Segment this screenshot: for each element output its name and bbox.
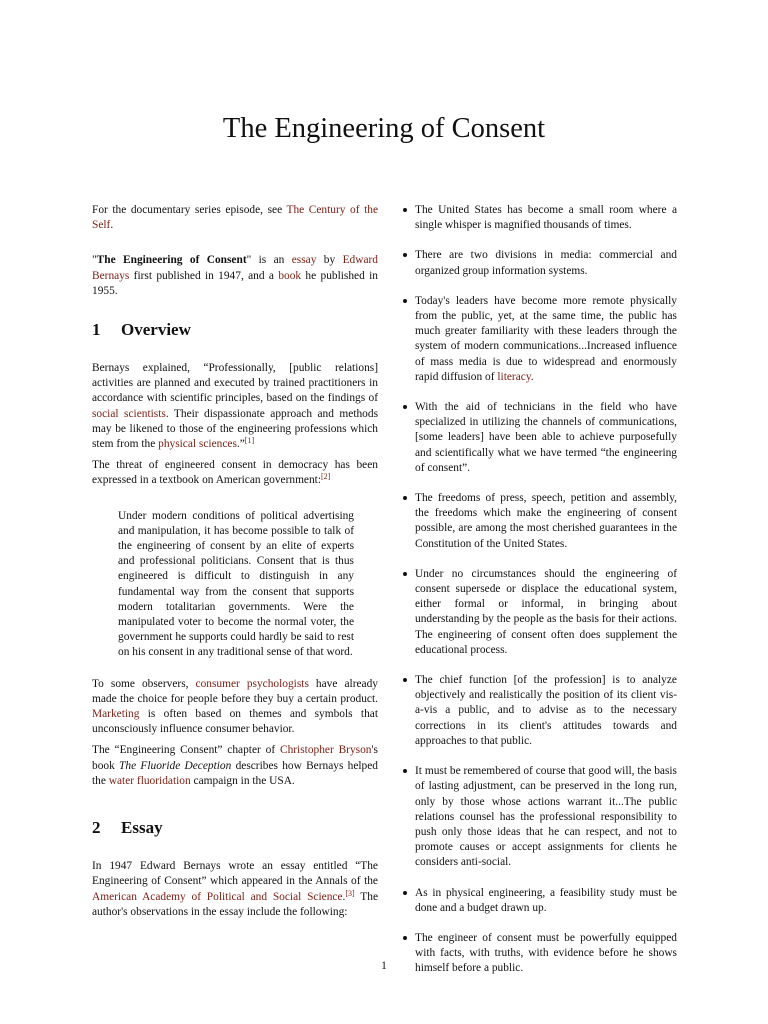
- list-item-text: The engineer of consent must be powerfully equipped with facts, with truths, with evidence before he shows himself before a public.: [415, 931, 677, 975]
- link-marketing[interactable]: Marketing: [92, 708, 140, 721]
- reference-2[interactable]: [2]: [321, 472, 331, 482]
- list-item-text: The United States has become a small room where a single whisper is magnified thousands of times.: [415, 204, 677, 232]
- list-item-text: With the aid of technicians in the field who have specialized in utilizing the channels of communications, [some leaders] have been able to achieve purposefully and scientifically what we have termed “the engineering of consent”.: [415, 401, 677, 474]
- list-item: [401, 673, 677, 749]
- bullet-icon: [403, 208, 407, 212]
- overview-paragraph-2: [92, 458, 378, 488]
- link-edward-bernays[interactable]: Edward Bernays: [92, 254, 378, 282]
- hatnote: [92, 203, 378, 233]
- hatnote-text: For the documentary series episode, see: [92, 204, 287, 216]
- list-item: [401, 764, 677, 870]
- list-item-text: There are two divisions in media: commercial and organized group information systems.: [415, 249, 677, 277]
- bullet-icon: [403, 405, 407, 409]
- paragraph-text: campaign in the USA.: [190, 774, 295, 787]
- list-item-text: Under no circumstances should the engineering of consent supersede or displace the educational system, either formal or informal, in bringing about understanding by the people as the basis for their actions. The engineering of consent often does supplement the educational process.: [415, 567, 677, 656]
- left-column: [92, 203, 378, 920]
- list-item-text: The freedoms of press, speech, petition and assembly, the freedoms which make the engineering of consent possible, are among the most cherished guarantees in the Constitution of the United States.: [415, 492, 677, 550]
- observations-list: [401, 203, 677, 977]
- bullet-icon: [403, 496, 407, 500]
- paragraph-text: The “Engineering Consent” chapter of: [92, 744, 280, 757]
- paragraph-text: 's book: [92, 744, 378, 772]
- intro-text-1: " is an: [246, 254, 292, 267]
- bullet-icon: [403, 253, 407, 257]
- link-physical-sciences[interactable]: physical sciences: [158, 438, 237, 451]
- section-title: Essay: [121, 818, 163, 838]
- list-item-text: Today's leaders have become more remote physically from the public, yet, at the same time, the public has much greater familiarity with these leaders through the system of modern communications...Increased influence of mass media is due to widespread and enormously rapid diffusion of: [415, 294, 677, 383]
- reference-1[interactable]: [1]: [244, 436, 255, 446]
- paragraph-text: In 1947 Edward Bernays wrote an essay entitled “The Engineering of Consent” which appeared in the Annals of the: [92, 860, 378, 888]
- book-title: The Fluoride Deception: [119, 759, 232, 772]
- bullet-icon: [403, 891, 407, 895]
- paragraph-text: is often based on themes and symbols that unconsciously influence consumer behavior.: [92, 708, 378, 736]
- block-quote: Under modern conditions of political advertising and manipulation, it has become possible to talk of the engineering of consent by an elite of experts and professional politicians. Consent that is thus engineered is difficult to distinguish in any fundamental way from the consent that supports modern totalitarian governments. Were the manipulated voter to become the normal voter, the government he supports could hardly be said to rest on his consent in any traditional sense of that word.: [118, 509, 354, 659]
- page-title: The Engineering of Consent: [222, 113, 546, 144]
- list-item-text: .: [530, 370, 534, 383]
- section-heading-overview: [92, 319, 378, 341]
- overview-paragraph-4: [92, 743, 378, 789]
- paragraph-text: . Their dispassionate approach and methods may be likened to those of the engineering professions which stem from the: [92, 407, 378, 451]
- intro-paragraph: [92, 253, 378, 299]
- paragraph-text: describes how Bernays helped the: [92, 759, 379, 787]
- link-american-academy[interactable]: American Academy of Political and Social Science: [92, 890, 343, 903]
- link-essay[interactable]: essay: [291, 254, 317, 267]
- paragraph-text: have already made the choice for people before they buy a certain product.: [92, 677, 378, 705]
- list-item: [401, 294, 677, 385]
- list-item: [401, 248, 677, 278]
- list-item-text: As in physical engineering, a feasibility study must be done and a budget drawn up.: [415, 886, 677, 914]
- link-century-of-the-self[interactable]: The Century of the Self: [92, 204, 378, 232]
- list-item: [401, 203, 677, 233]
- intro-quote-mark: ": [92, 254, 97, 267]
- list-item: [401, 886, 677, 916]
- intro-text-2: by: [316, 254, 343, 267]
- intro-text-4: he published in 1955.: [92, 269, 379, 297]
- reference-3[interactable]: [3]: [345, 888, 355, 898]
- link-water-fluoridation[interactable]: water fluoridation: [108, 774, 191, 787]
- page-number: 1: [381, 960, 387, 972]
- list-item-text: It must be remembered of course that good will, the basis of lasting adjustment, can be preserved in the long run, only by those whose actions warrant it...The public relations counsel has the professional responsibility to push only those ideas that he can respect, and not to promote causes or accept assignments for clients he considers anti-social.: [415, 765, 677, 869]
- bullet-icon: [403, 678, 407, 682]
- section-heading-essay: [92, 817, 378, 839]
- overview-paragraph-1: [92, 361, 378, 452]
- section-number: 1: [92, 320, 101, 340]
- list-item: [401, 491, 677, 552]
- link-christopher-bryson[interactable]: Christopher Bryson: [279, 744, 372, 757]
- bullet-icon: [403, 299, 407, 303]
- link-literacy[interactable]: literacy: [497, 370, 531, 383]
- intro-text-3: first published in 1947, and a: [129, 269, 279, 282]
- list-item: [401, 567, 677, 658]
- list-item: [401, 400, 677, 476]
- list-item-text: The chief function [of the profession] is to analyze objectively and realistically the position of its client vis-a-vis a public, and to advise as to the necessary corrections in its client's attitudes towards and approaches to that public.: [415, 674, 677, 747]
- overview-paragraph-3: [92, 677, 378, 738]
- bullet-icon: [403, 572, 407, 576]
- bullet-icon: [403, 769, 407, 773]
- hatnote-end: .: [110, 219, 114, 232]
- link-social-scientists[interactable]: social scientists: [92, 407, 166, 420]
- intro-bold-title: The Engineering of Consent: [96, 254, 247, 267]
- bullet-icon: [403, 936, 407, 940]
- paragraph-text: .: [342, 890, 346, 903]
- section-number: 2: [92, 818, 101, 838]
- essay-paragraph-1: [92, 859, 378, 920]
- link-consumer-psychologists[interactable]: consumer psychologists: [195, 677, 309, 690]
- right-column: [401, 203, 677, 992]
- paragraph-text: The author's observations in the essay include the following:: [92, 890, 379, 918]
- paragraph-text: Bernays explained, “Professionally, [public relations] activities are planned and executed by trained practitioners in accordance with scientific principles, based on the findings of: [92, 362, 378, 405]
- paragraph-text: .”: [236, 438, 245, 451]
- link-book[interactable]: book: [278, 269, 302, 282]
- paragraph-text: The threat of engineered consent in democracy has been expressed in a textbook on American government:: [92, 459, 378, 487]
- section-title: Overview: [121, 320, 191, 340]
- paragraph-text: To some observers,: [92, 677, 196, 690]
